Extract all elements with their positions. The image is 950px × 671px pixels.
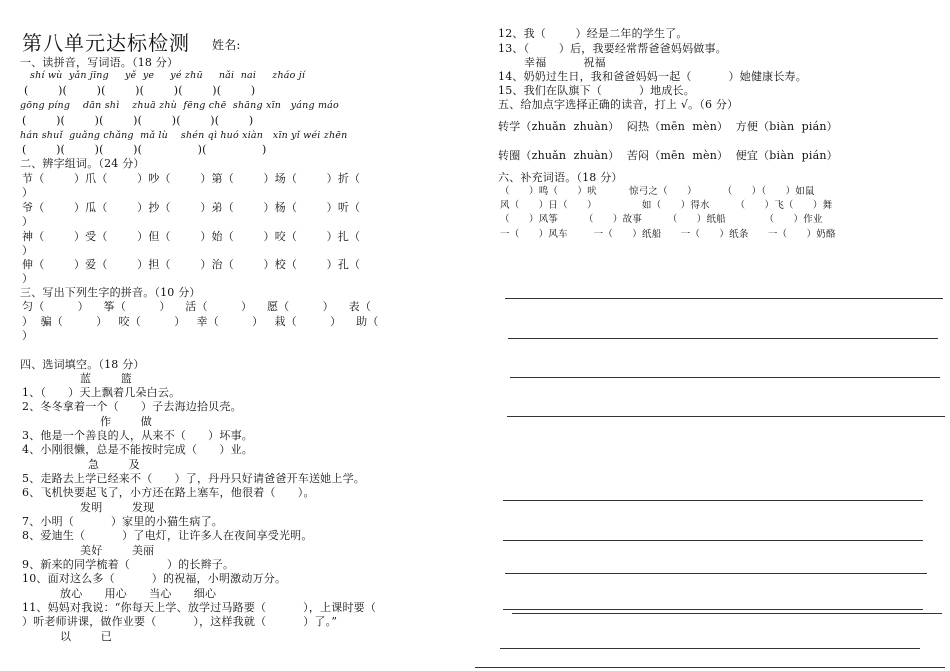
word-choice: 蓝 篮 [80,372,132,385]
section-1-heading: 一、读拼音，写词语。（18 分） [20,56,179,69]
fill-words-row-1: （ ）鸣（ ）吠 惊弓之（ ） （ ）（ ）如鼠 [500,186,815,197]
row-tail: ） [22,215,34,228]
writing-line [475,667,945,668]
writing-line [508,338,938,339]
fill-words-row-4: 一（ ）风车 一（ ）纸船 一（ ）纸条 一（ ）奶酪 [500,229,836,240]
question: 1、（ ）天上飘着几朵白云。 [22,386,181,399]
word-group-row-1: 节（ ）爪（ ）吵（ ）第（ ）场（ ）折（ [22,172,361,185]
question: 12、我（ ）经是二年的学生了。 [498,27,688,40]
pinyin-write-row-1: 匀（ ） 筝（ ） 活（ ） 愿（ ） 表（ [22,300,372,313]
question: 2、冬冬拿着一个（ ）子去海边拾贝壳。 [22,400,242,413]
word-choice: 幸福 祝福 [524,56,606,69]
writing-line [505,298,943,299]
question: 11、妈妈对我说：“你每天上学、放学过马路要（ ），上课时要（ [22,601,377,614]
section-5-heading: 五、给加点字选择正确的读音，打上 √。（6 分） [498,98,739,111]
pinyin-row-3: hán shuǐ guǎng chǎng mǎ lù shén qì huó xiàn xīn yǐ wéi zhēn [20,130,348,141]
section-4-heading: 四、选词填空。（18 分） [20,358,145,371]
row-tail: ） [22,272,34,285]
answer-boxes-row-2: ( )( )( )( )( )( ) [22,114,254,127]
row-tail: ） [22,244,34,257]
answer-boxes-row-3: ( )( )( )( )( ) [22,143,267,156]
writing-line [503,609,923,610]
question: 13、（ ）后，我要经常帮爸爸妈妈做事。 [498,42,727,55]
pinyin-row-2: gōng píng dān shì zhuā zhù fēng chē shāng xīn yáng máo [20,100,339,111]
word-choice: 美好 美丽 [80,544,155,557]
question: 14、奶奶过生日，我和爸爸妈妈一起（ ）她健康长寿。 [498,70,807,83]
word-choice: 发明 发现 [80,501,155,514]
writing-line [500,648,920,649]
writing-line [503,540,923,541]
pronunciation-row-1: 转学（zhuǎn zhuàn） 闷热（mēn mèn） 方便（biàn pián） [498,120,838,133]
question: 6、飞机快要起飞了，小方还在路上塞车，他很着（ ）。 [22,486,315,499]
word-group-row-3: 神（ ）受（ ）但（ ）始（ ）咬（ ）扎（ [22,230,361,243]
writing-line [505,573,927,574]
pinyin-write-row-2: ） 骗（ ） 咬（ ） 幸（ ） 栽（ ） 助（ [22,315,379,328]
word-choice: 放心 用心 当心 细心 [60,587,217,600]
question: ）听老师讲课，做作业要（ ），这样我就（ ）了。” [22,615,338,628]
section-6-heading: 六、补充词语。（18 分） [498,171,623,184]
writing-line [507,416,945,417]
question: 4、小刚很懒，总是不能按时完成（ ）业。 [22,443,253,456]
word-choice: 以 已 [60,630,112,643]
question: 15、我们在队旗下（ ）地成长。 [498,84,695,97]
word-group-row-2: 爷（ ）瓜（ ）抄（ ）弟（ ）杨（ ）听（ [22,201,361,214]
question: 3、他是一个善良的人，从来不（ ）坏事。 [22,429,253,442]
pronunciation-row-2: 转圈（zhuǎn zhuàn） 苦闷（mēn mèn） 便宜（biàn pián） [498,149,838,162]
question: 10、面对这么多（ ）的祝福，小明激动万分。 [22,572,287,585]
question: 5、走路去上学已经来不（ ）了，丹丹只好请爸爸开车送她上学。 [22,472,365,485]
fill-words-row-3: （ ）风筝 （ ）故事 （ ）纸船 （ ）作业 [500,214,823,225]
answer-boxes-row-1: ( )( )( )( )( )( ) [24,84,256,97]
row-tail: ） [22,329,34,342]
question: 9、新来的同学梳着（ ）的长辫子。 [22,558,235,571]
pinyin-row-1: shí wù yǎn jīng yě ye yé zhū nǎi nai zháo jí [30,70,306,81]
fill-words-row-2: 风（ ）日（ ） 如（ ）得水 （ ）飞（ ）舞 [500,200,833,211]
section-3-heading: 三、写出下列生字的拼音。（10 分） [20,286,201,299]
writing-line [510,377,940,378]
word-choice: 急 及 [88,458,140,471]
question: 8、爱迪生（ ）了电灯，让许多人在夜间享受光明。 [22,529,313,542]
word-group-row-4: 伸（ ）爱（ ）担（ ）治（ ）校（ ）孔（ [22,258,361,271]
section-2-heading: 二、辨字组词。（24 分） [20,157,145,170]
writing-line [503,500,923,501]
name-label: 姓名: [212,38,241,52]
row-tail: ） [22,186,34,199]
page-title: 第八单元达标检测 [22,31,190,55]
question: 7、小明（ ）家里的小猫生病了。 [22,515,223,528]
word-choice: 作 做 [100,415,152,428]
writing-line [512,613,942,614]
